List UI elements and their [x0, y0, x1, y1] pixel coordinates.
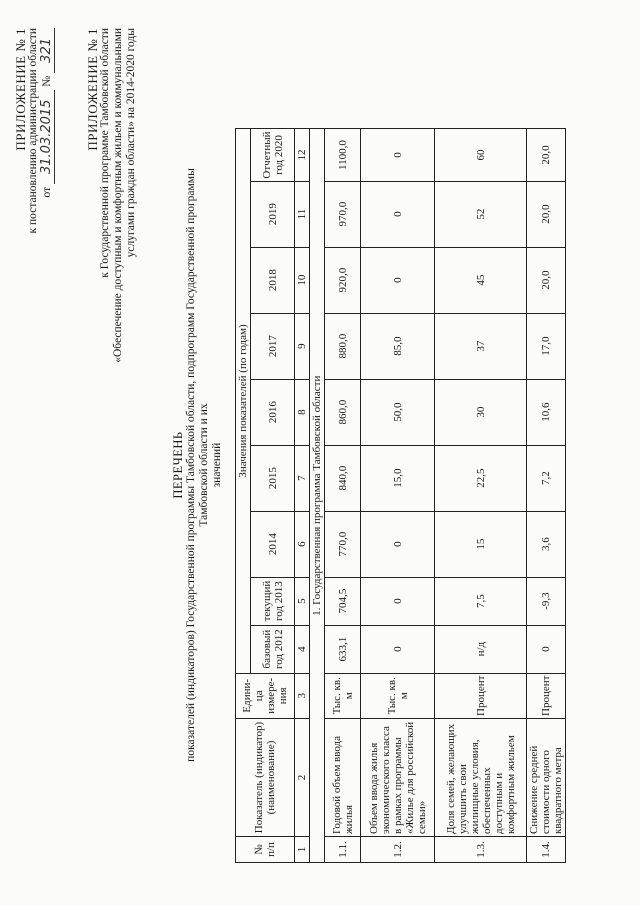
table-row: [325, 129, 361, 863]
value-cell: 60: [435, 129, 527, 181]
value-cell: 0: [361, 181, 435, 247]
table-row: [527, 129, 566, 863]
value-cell: 20,0: [527, 247, 566, 313]
value-cell: 15,0: [361, 445, 435, 511]
value-cell: 52: [435, 181, 527, 247]
value-cell: 3,6: [527, 511, 566, 577]
value-cell: н/д: [435, 625, 527, 673]
header-2015: 2015: [251, 445, 295, 511]
value-cell: 970,0: [325, 181, 361, 247]
handwritten-date: 31.03.2015: [39, 90, 55, 184]
unit-cell: Тыс. кв. м: [361, 673, 435, 718]
table-body: [325, 129, 566, 863]
column-number-row: 1 2 3 4 5 6 7 8 9 10 11 12: [295, 129, 310, 863]
value-cell: 0: [527, 625, 566, 673]
value-cell: 770,0: [325, 511, 361, 577]
unit-cell: Процент: [435, 673, 527, 718]
value-cell: 704,5: [325, 577, 361, 625]
unit-cell: Процент: [527, 673, 566, 718]
value-cell: 22,5: [435, 445, 527, 511]
header-2017: 2017: [251, 313, 295, 379]
value-cell: 0: [361, 129, 435, 181]
value-cell: 1100,0: [325, 129, 361, 181]
row-number: 1.2.: [361, 837, 435, 863]
value-cell: 20,0: [527, 129, 566, 181]
value-cell: 920,0: [325, 247, 361, 313]
row-number: 1.3.: [435, 837, 527, 863]
appendix-line: к постановлению администрации области: [27, 28, 39, 234]
value-cell: 0: [361, 511, 435, 577]
value-cell: 7,2: [527, 445, 566, 511]
value-cell: 15: [435, 511, 527, 577]
program-appendix-title: ПРИЛОЖЕНИЕ № 1: [85, 28, 100, 151]
value-cell: 10,6: [527, 379, 566, 445]
value-cell: 633,1: [325, 625, 361, 673]
header-2014: 2014: [251, 511, 295, 577]
value-cell: 0: [361, 577, 435, 625]
value-cell: 17,0: [527, 313, 566, 379]
value-cell: -9,3: [527, 577, 566, 625]
value-cell: 7,5: [435, 577, 527, 625]
indicator-name: Годовой объем ввода жилья: [325, 719, 361, 837]
indicators-table: [235, 128, 566, 863]
handwritten-number: 321: [39, 28, 55, 73]
value-cell: 20,0: [527, 181, 566, 247]
header-2020: Отчетный год 2020: [251, 129, 295, 181]
value-cell: 85,0: [361, 313, 435, 379]
header-name: Показатель (индикатор) (наименование): [236, 719, 295, 837]
value-cell: 840,0: [325, 445, 361, 511]
table-row: [361, 129, 435, 863]
unit-cell: Тыс. кв. м: [325, 673, 361, 718]
value-cell: 45: [435, 247, 527, 313]
list-title: ПЕРЕЧЕНЬ: [171, 431, 185, 499]
indicator-name: Доля семей, желающих улучшить свои жилищные условия, обеспеченных доступным и комфортным жильем: [435, 719, 527, 837]
program-appendix-header: ПРИЛОЖЕНИЕ № 1 к Государственной программе Тамбовской области «Обеспечение доступным и комфортным жильем и коммунальными услугами граждан области» на 2014-2020 годы: [86, 28, 138, 388]
value-cell: 0: [361, 247, 435, 313]
appendix-header: [14, 28, 54, 348]
appendix-date-line: от 31.03.2015 № 321: [40, 28, 54, 348]
header-2019: 2019: [251, 181, 295, 247]
row-number: 1.1.: [325, 837, 361, 863]
list-title-block: ПЕРЕЧЕНЬ показателей (индикаторов) Государственной программы Тамбовской области, подпрограмм Государственной программы Тамбовской области и их значений: [172, 145, 224, 785]
value-cell: 50,0: [361, 379, 435, 445]
header-num: № п/п: [236, 837, 295, 863]
value-cell: 30: [435, 379, 527, 445]
header-base-year: базовый год 2012: [251, 625, 295, 673]
header-2016: 2016: [251, 379, 295, 445]
header-values: Значения показателей (по годам): [236, 129, 251, 673]
value-cell: 0: [361, 625, 435, 673]
header-2018: 2018: [251, 247, 295, 313]
row-number: 1.4.: [527, 837, 566, 863]
indicator-name: Объем ввода жилья экономического класса в рамках программы «Жилье для российской семьи»: [361, 719, 435, 837]
header-current-year: текущий год 2013: [251, 577, 295, 625]
value-cell: 860,0: [325, 379, 361, 445]
value-cell: 37: [435, 313, 527, 379]
section-heading: 1. Государственная программа Тамбовской области: [310, 129, 325, 863]
indicator-name: Снижение средней стоимости одного квадратного метра: [527, 719, 566, 837]
header-unit: Едини-ца измере-ния: [236, 673, 295, 718]
value-cell: 880,0: [325, 313, 361, 379]
table-row: [435, 129, 527, 863]
appendix-title: ПРИЛОЖЕНИЕ № 1: [13, 28, 28, 151]
